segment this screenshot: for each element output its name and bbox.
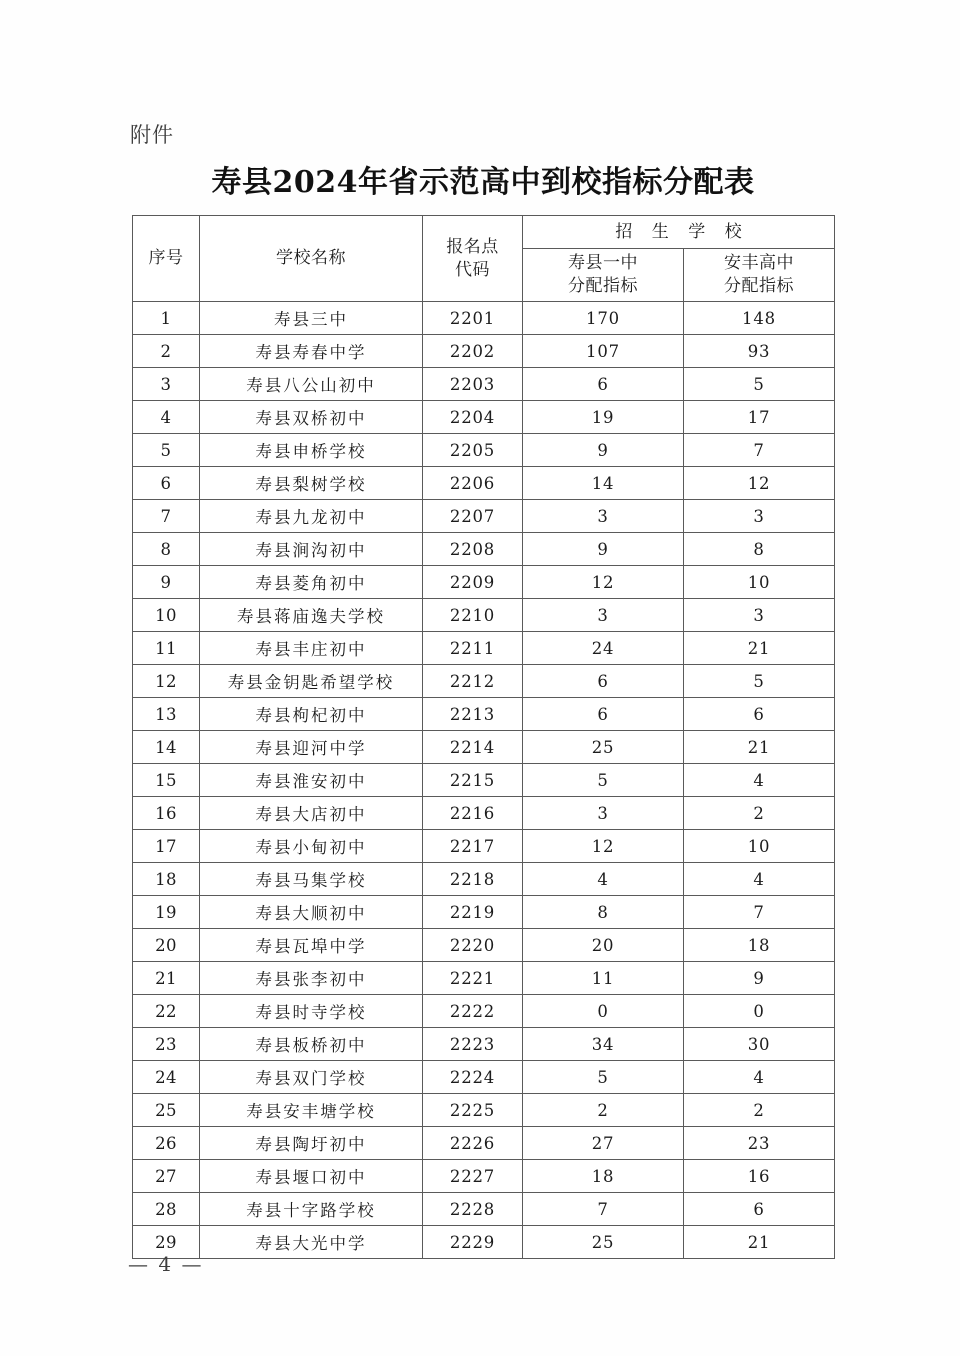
table-row xyxy=(133,1226,835,1259)
table-row xyxy=(133,500,835,533)
attachment-label: 附件 xyxy=(130,123,174,147)
table-row xyxy=(133,698,835,731)
table-row xyxy=(133,632,835,665)
cell-registration-code: 2219 xyxy=(423,896,523,929)
table-row xyxy=(133,896,835,929)
table-row xyxy=(133,764,835,797)
cell-shouxian-quota: 9 xyxy=(523,434,684,467)
cell-seq: 1 xyxy=(133,302,200,335)
cell-shouxian-quota: 34 xyxy=(523,1028,684,1061)
cell-school-name: 寿县十字路学校 xyxy=(200,1193,423,1226)
column-header-school-name: 学校名称 xyxy=(200,216,423,302)
cell-shouxian-quota: 24 xyxy=(523,632,684,665)
cell-school-name: 寿县大光中学 xyxy=(200,1226,423,1259)
cell-school-name: 寿县堰口初中 xyxy=(200,1160,423,1193)
column-header-shouxian-line2: 分配指标 xyxy=(568,276,638,296)
cell-seq: 5 xyxy=(133,434,200,467)
table-header xyxy=(133,216,835,302)
table-row xyxy=(133,434,835,467)
cell-school-name: 寿县瓦埠中学 xyxy=(200,929,423,962)
cell-shouxian-quota: 6 xyxy=(523,665,684,698)
cell-anfeng-quota: 148 xyxy=(684,302,835,335)
cell-school-name: 寿县大店初中 xyxy=(200,797,423,830)
cell-shouxian-quota: 3 xyxy=(523,599,684,632)
cell-school-name: 寿县迎河中学 xyxy=(200,731,423,764)
cell-school-name: 寿县蒋庙逸夫学校 xyxy=(200,599,423,632)
table-row xyxy=(133,1160,835,1193)
cell-registration-code: 2220 xyxy=(423,929,523,962)
cell-seq: 4 xyxy=(133,401,200,434)
cell-shouxian-quota: 170 xyxy=(523,302,684,335)
cell-shouxian-quota: 11 xyxy=(523,962,684,995)
table-row xyxy=(133,1094,835,1127)
cell-anfeng-quota: 3 xyxy=(684,500,835,533)
cell-seq: 6 xyxy=(133,467,200,500)
cell-shouxian-quota: 3 xyxy=(523,797,684,830)
table-row xyxy=(133,731,835,764)
cell-school-name: 寿县丰庄初中 xyxy=(200,632,423,665)
table-row xyxy=(133,467,835,500)
column-header-anfeng-line2: 分配指标 xyxy=(724,276,794,296)
cell-shouxian-quota: 4 xyxy=(523,863,684,896)
cell-shouxian-quota: 2 xyxy=(523,1094,684,1127)
column-header-anfeng-gaozhong xyxy=(684,249,835,302)
cell-seq: 11 xyxy=(133,632,200,665)
cell-school-name: 寿县梨树学校 xyxy=(200,467,423,500)
table-row xyxy=(133,995,835,1028)
cell-seq: 18 xyxy=(133,863,200,896)
cell-registration-code: 2201 xyxy=(423,302,523,335)
table-row xyxy=(133,929,835,962)
cell-anfeng-quota: 7 xyxy=(684,434,835,467)
page-number-footer: — 4 — xyxy=(128,1252,204,1276)
cell-school-name: 寿县申桥学校 xyxy=(200,434,423,467)
cell-registration-code: 2207 xyxy=(423,500,523,533)
cell-registration-code: 2203 xyxy=(423,368,523,401)
allocation-table-container xyxy=(132,215,834,1259)
column-header-seq: 序号 xyxy=(133,216,200,302)
cell-school-name: 寿县菱角初中 xyxy=(200,566,423,599)
cell-anfeng-quota: 30 xyxy=(684,1028,835,1061)
cell-school-name: 寿县安丰塘学校 xyxy=(200,1094,423,1127)
cell-registration-code: 2206 xyxy=(423,467,523,500)
cell-seq: 7 xyxy=(133,500,200,533)
cell-registration-code: 2211 xyxy=(423,632,523,665)
cell-registration-code: 2226 xyxy=(423,1127,523,1160)
cell-anfeng-quota: 5 xyxy=(684,368,835,401)
cell-registration-code: 2212 xyxy=(423,665,523,698)
cell-anfeng-quota: 6 xyxy=(684,698,835,731)
cell-seq: 27 xyxy=(133,1160,200,1193)
cell-shouxian-quota: 3 xyxy=(523,500,684,533)
cell-shouxian-quota: 5 xyxy=(523,1061,684,1094)
column-header-anfeng-line1: 安丰高中 xyxy=(724,253,794,274)
cell-school-name: 寿县陶圩初中 xyxy=(200,1127,423,1160)
cell-school-name: 寿县板桥初中 xyxy=(200,1028,423,1061)
cell-registration-code: 2228 xyxy=(423,1193,523,1226)
cell-shouxian-quota: 8 xyxy=(523,896,684,929)
cell-seq: 24 xyxy=(133,1061,200,1094)
table-row xyxy=(133,335,835,368)
table-body xyxy=(133,302,835,1259)
cell-shouxian-quota: 12 xyxy=(523,566,684,599)
cell-anfeng-quota: 18 xyxy=(684,929,835,962)
cell-shouxian-quota: 9 xyxy=(523,533,684,566)
cell-registration-code: 2227 xyxy=(423,1160,523,1193)
cell-anfeng-quota: 23 xyxy=(684,1127,835,1160)
cell-anfeng-quota: 0 xyxy=(684,995,835,1028)
column-header-admission-group: 招 生 学 校 xyxy=(523,216,835,249)
cell-registration-code: 2214 xyxy=(423,731,523,764)
cell-anfeng-quota: 10 xyxy=(684,830,835,863)
cell-seq: 16 xyxy=(133,797,200,830)
cell-shouxian-quota: 20 xyxy=(523,929,684,962)
cell-seq: 14 xyxy=(133,731,200,764)
cell-registration-code: 2216 xyxy=(423,797,523,830)
cell-anfeng-quota: 10 xyxy=(684,566,835,599)
cell-anfeng-quota: 12 xyxy=(684,467,835,500)
cell-school-name: 寿县时寺学校 xyxy=(200,995,423,1028)
cell-seq: 13 xyxy=(133,698,200,731)
cell-shouxian-quota: 25 xyxy=(523,1226,684,1259)
cell-shouxian-quota: 14 xyxy=(523,467,684,500)
cell-registration-code: 2215 xyxy=(423,764,523,797)
cell-registration-code: 2204 xyxy=(423,401,523,434)
cell-seq: 15 xyxy=(133,764,200,797)
cell-seq: 12 xyxy=(133,665,200,698)
column-header-shouxian-line1: 寿县一中 xyxy=(568,253,638,274)
cell-registration-code: 2209 xyxy=(423,566,523,599)
cell-school-name: 寿县八公山初中 xyxy=(200,368,423,401)
cell-school-name: 寿县枸杞初中 xyxy=(200,698,423,731)
cell-shouxian-quota: 6 xyxy=(523,368,684,401)
table-row xyxy=(133,1061,835,1094)
cell-school-name: 寿县九龙初中 xyxy=(200,500,423,533)
cell-shouxian-quota: 18 xyxy=(523,1160,684,1193)
table-row xyxy=(133,1028,835,1061)
cell-registration-code: 2217 xyxy=(423,830,523,863)
cell-shouxian-quota: 6 xyxy=(523,698,684,731)
page-title: 寿县2024年省示范高中到校指标分配表 xyxy=(211,165,755,200)
cell-shouxian-quota: 25 xyxy=(523,731,684,764)
cell-seq: 26 xyxy=(133,1127,200,1160)
cell-seq: 19 xyxy=(133,896,200,929)
cell-seq: 3 xyxy=(133,368,200,401)
cell-anfeng-quota: 93 xyxy=(684,335,835,368)
cell-school-name: 寿县马集学校 xyxy=(200,863,423,896)
cell-seq: 29 xyxy=(133,1226,200,1259)
cell-school-name: 寿县张李初中 xyxy=(200,962,423,995)
cell-registration-code: 2223 xyxy=(423,1028,523,1061)
cell-anfeng-quota: 2 xyxy=(684,1094,835,1127)
cell-school-name: 寿县淮安初中 xyxy=(200,764,423,797)
table-row xyxy=(133,962,835,995)
table-row xyxy=(133,863,835,896)
cell-anfeng-quota: 4 xyxy=(684,1061,835,1094)
cell-school-name: 寿县小甸初中 xyxy=(200,830,423,863)
column-header-registration-code-line1: 报名点 xyxy=(446,236,499,257)
table-row xyxy=(133,1127,835,1160)
cell-shouxian-quota: 27 xyxy=(523,1127,684,1160)
cell-registration-code: 2205 xyxy=(423,434,523,467)
cell-anfeng-quota: 8 xyxy=(684,533,835,566)
column-header-registration-code xyxy=(423,216,523,302)
cell-school-name: 寿县金钥匙希望学校 xyxy=(200,665,423,698)
allocation-table xyxy=(132,215,835,1259)
table-row xyxy=(133,599,835,632)
table-row xyxy=(133,368,835,401)
cell-anfeng-quota: 2 xyxy=(684,797,835,830)
cell-seq: 8 xyxy=(133,533,200,566)
cell-shouxian-quota: 107 xyxy=(523,335,684,368)
cell-seq: 21 xyxy=(133,962,200,995)
cell-anfeng-quota: 3 xyxy=(684,599,835,632)
cell-anfeng-quota: 21 xyxy=(684,1226,835,1259)
cell-registration-code: 2222 xyxy=(423,995,523,1028)
cell-seq: 20 xyxy=(133,929,200,962)
cell-shouxian-quota: 12 xyxy=(523,830,684,863)
column-header-shouxian-yizhong xyxy=(523,249,684,302)
cell-shouxian-quota: 7 xyxy=(523,1193,684,1226)
cell-registration-code: 2225 xyxy=(423,1094,523,1127)
cell-seq: 17 xyxy=(133,830,200,863)
cell-seq: 22 xyxy=(133,995,200,1028)
cell-registration-code: 2208 xyxy=(423,533,523,566)
table-header-row-1 xyxy=(133,216,835,249)
cell-anfeng-quota: 4 xyxy=(684,764,835,797)
table-row xyxy=(133,830,835,863)
cell-anfeng-quota: 7 xyxy=(684,896,835,929)
cell-registration-code: 2221 xyxy=(423,962,523,995)
table-row xyxy=(133,401,835,434)
cell-shouxian-quota: 0 xyxy=(523,995,684,1028)
cell-registration-code: 2229 xyxy=(423,1226,523,1259)
cell-registration-code: 2218 xyxy=(423,863,523,896)
cell-anfeng-quota: 6 xyxy=(684,1193,835,1226)
table-row xyxy=(133,1193,835,1226)
cell-anfeng-quota: 16 xyxy=(684,1160,835,1193)
cell-anfeng-quota: 21 xyxy=(684,632,835,665)
cell-anfeng-quota: 9 xyxy=(684,962,835,995)
cell-seq: 25 xyxy=(133,1094,200,1127)
cell-seq: 2 xyxy=(133,335,200,368)
cell-school-name: 寿县双门学校 xyxy=(200,1061,423,1094)
cell-anfeng-quota: 5 xyxy=(684,665,835,698)
cell-school-name: 寿县三中 xyxy=(200,302,423,335)
cell-shouxian-quota: 19 xyxy=(523,401,684,434)
table-row xyxy=(133,302,835,335)
column-header-registration-code-line2: 代码 xyxy=(455,259,490,280)
cell-school-name: 寿县寿春中学 xyxy=(200,335,423,368)
table-row xyxy=(133,797,835,830)
cell-anfeng-quota: 4 xyxy=(684,863,835,896)
cell-seq: 28 xyxy=(133,1193,200,1226)
cell-school-name: 寿县大顺初中 xyxy=(200,896,423,929)
cell-anfeng-quota: 17 xyxy=(684,401,835,434)
cell-school-name: 寿县涧沟初中 xyxy=(200,533,423,566)
cell-registration-code: 2202 xyxy=(423,335,523,368)
table-row xyxy=(133,665,835,698)
cell-shouxian-quota: 5 xyxy=(523,764,684,797)
cell-seq: 23 xyxy=(133,1028,200,1061)
cell-registration-code: 2210 xyxy=(423,599,523,632)
cell-school-name: 寿县双桥初中 xyxy=(200,401,423,434)
cell-registration-code: 2224 xyxy=(423,1061,523,1094)
cell-registration-code: 2213 xyxy=(423,698,523,731)
table-row xyxy=(133,533,835,566)
cell-seq: 10 xyxy=(133,599,200,632)
table-row xyxy=(133,566,835,599)
cell-anfeng-quota: 21 xyxy=(684,731,835,764)
cell-seq: 9 xyxy=(133,566,200,599)
